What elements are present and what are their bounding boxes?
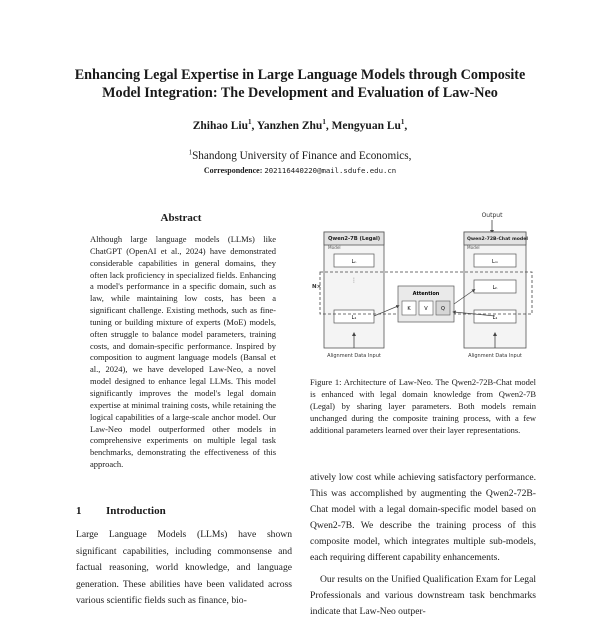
abstract-heading: Abstract	[160, 212, 202, 224]
section-title: Introduction	[106, 505, 166, 517]
title-line-1: Enhancing Legal Expertise in Large Language Models through Composite	[74, 67, 526, 83]
correspondence-label: Correspondence:	[203, 166, 263, 175]
right-column-text	[310, 470, 536, 620]
paper-title	[40, 66, 560, 102]
author-affil-mark: 1	[322, 118, 326, 127]
architecture-figure	[306, 206, 538, 366]
section-number: 1	[76, 505, 82, 517]
author-name: Yanzhen Zhu	[256, 120, 323, 132]
right-model-sub: Model	[467, 245, 480, 250]
right-layer-top-label: Lₘ	[492, 259, 498, 265]
abstract-text: Although large language models (LLMs) like ChatGPT (OpenAI et al., 2024) have demonstrated considerable capabilities in general domains, they often lack proficiency in specialized fields. Enhancing a model's performance in a specific domain, such as law, while maintaining low costs, has been a significant challenge. Existing methods, such as fine-tuning or building mixture of experts (MoE) models, often struggle to balance model parameters, training costs, and domain-specific performance. Inspired by composition to augment language models (Bansal et al., 2024), we have developed Law-Neo, a novel model designed to enhance legal LLMs. This model significantly improves the model's legal domain expertise at minimal training costs, while retaining the logical capabilities of a large-scale anchor model. Our Law-Neo model outperformed other models in comprehensive experiments on multiple legal task benchmarks, demonstrating the effectiveness of this approach.	[90, 234, 276, 470]
author-list	[40, 120, 560, 132]
left-layer-bottom-label: L₁	[351, 315, 357, 321]
author-separator: ,	[325, 120, 332, 132]
title-line-2: Model Integration: The Development and Evaluation of Law-Neo	[102, 85, 498, 101]
attention-label: Attention	[412, 291, 440, 297]
left-layer-top-label: Lₙ	[351, 259, 357, 265]
author-affil-mark: 1	[400, 118, 405, 127]
section-heading-introduction	[76, 505, 166, 517]
left-model-name: Qwen2-7B (Legal)	[328, 236, 381, 242]
affiliation-text: Shandong University of Finance and Economics,	[192, 150, 412, 162]
correspondence	[40, 166, 560, 175]
attention-v: V	[424, 306, 428, 312]
author-affil-mark: 1	[247, 118, 252, 127]
author-trail: ,	[404, 120, 408, 132]
affiliation	[40, 150, 560, 162]
figure-caption: Figure 1: Architecture of Law-Neo. The Qwen2-72B-Chat model is enhanced with legal domain knowledge from Qwen2-7B (Legal) by sharing layer parameters. Both models remain unchanged during the composite training process, with a few additional parameters learned over their layer representations.	[310, 377, 536, 435]
affiliation-mark: 1	[188, 148, 193, 157]
correspondence-email: 202116440220@mail.sdufe.edu.cn	[264, 166, 397, 175]
right-paragraph-1: atively low cost while achieving satisfactory performance. This was accomplished by augmenting the Qwen2-72B-Chat model with a legal domain-specific model based on Qwen2-7B. We describe the training process of this composite model, which integrates multiple sub-models, each requiring different capability enhancements.	[310, 472, 536, 563]
attention-q: Q	[441, 306, 445, 312]
introduction-text: Large Language Models (LLMs) have shown significant capabilities, including commonsense and factual reasoning, world knowledge, and language generation. These abilities have been validated across various scientific fields such as finance, bio-	[76, 529, 292, 606]
right-layer-mid-label: Lₕ	[492, 285, 498, 291]
author-name: Zhihao Liu	[192, 120, 248, 132]
right-model-name: Qwen2-72B-Chat model	[467, 237, 528, 242]
author-separator: ,	[251, 120, 257, 132]
output-label: Output	[481, 212, 503, 219]
left-model-sub: Model	[328, 245, 341, 250]
right-paragraph-2: Our results on the Unified Qualification Exam for Legal Professionals and various downstream task benchmarks indicate that Law-Neo outper-	[310, 574, 536, 617]
attention-k: K	[407, 306, 411, 312]
author-name: Mengyuan Lu	[331, 120, 401, 132]
layer-multiplier: N×	[312, 284, 322, 290]
left-dots: ⋮	[351, 277, 357, 284]
right-input-label: Alignment Data Input	[468, 353, 522, 359]
left-input-label: Alignment Data Input	[327, 353, 381, 359]
right-layer-bottom-label: L₁	[492, 315, 498, 321]
